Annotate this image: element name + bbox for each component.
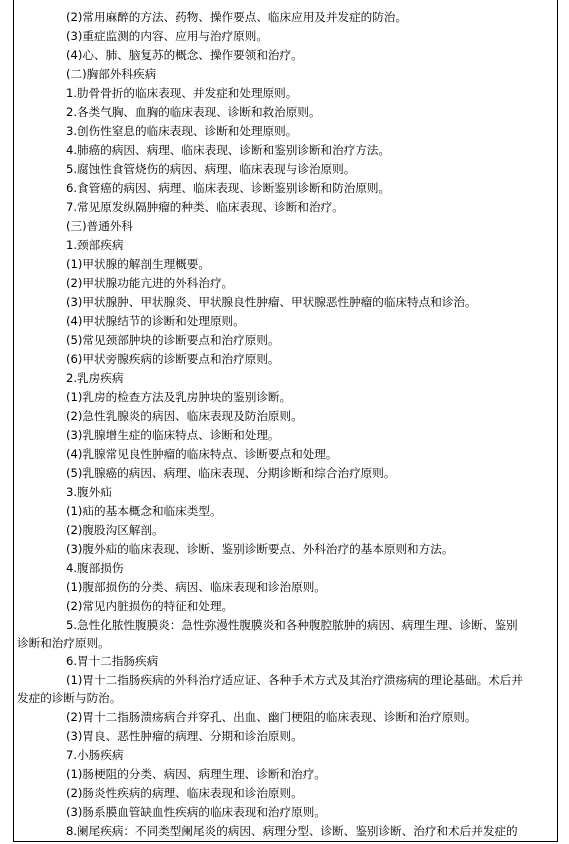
- subsection-heading: 6.胃十二指肠疾病: [66, 654, 159, 668]
- text-line: 2.各类气胸、血胸的临床表现、诊断和救治原则。: [66, 105, 321, 119]
- section-heading: (二)胸部外科疾病: [66, 67, 157, 81]
- section-heading: (三)普通外科: [66, 219, 134, 233]
- text-line: (1)腹部损伤的分类、病因、临床表现和诊治原则。: [66, 580, 326, 594]
- text-line: (2)常见内脏损伤的特征和处理。: [66, 599, 234, 613]
- subsection-heading: 7.小肠疾病: [66, 748, 124, 762]
- text-line: (4)甲状腺结节的诊断和处理原则。: [66, 314, 245, 328]
- text-line: (3)胃良、恶性肿瘤的病理、分期和诊治原则。: [66, 729, 303, 743]
- text-line: (1)胃十二指肠疾病的外科治疗适应证、各种手术方式及其治疗溃疡病的理论基础。术后并: [66, 673, 523, 687]
- text-line: (5)乳腺癌的病因、病理、临床表现、分期诊断和综合治疗原则。: [66, 466, 396, 480]
- text-line: 1.肋骨骨折的临床表现、并发症和处理原则。: [66, 86, 298, 100]
- text-line: (3)重症监测的内容、应用与治疗原则。: [66, 29, 268, 43]
- subsection-heading: 4.腹部损伤: [66, 561, 124, 575]
- text-line: (2)常用麻醉的方法、药物、操作要点、临床应用及并发症的防治。: [66, 10, 408, 24]
- text-line: 诊断和治疗原则。: [17, 636, 110, 650]
- text-line: 4.肺癌的病因、病理、临床表现、诊断和鉴别诊断和治疗方法。: [66, 143, 391, 157]
- document-page: [13, 0, 558, 842]
- text-line: 8.阑尾疾病：不同类型阑尾炎的病因、病理分型、诊断、鉴别诊断、治疗和术后并发症的: [66, 824, 518, 838]
- text-line: (2)肠炎性疾病的病理、临床表现和诊治原则。: [66, 786, 303, 800]
- text-line: 5.急性化脓性腹膜炎：急性弥漫性腹膜炎和各种腹腔脓肿的病因、病理生理、诊断、鉴别: [66, 618, 518, 632]
- text-line: 5.腐蚀性食管烧伤的病因、病理、临床表现与诊治原则。: [66, 162, 356, 176]
- text-line: (3)乳腺增生症的临床特点、诊断和处理。: [66, 428, 280, 442]
- text-line: (4)乳腺常见良性肿瘤的临床特点、诊断要点和处理。: [66, 447, 338, 461]
- text-line: (5)常见颈部肿块的诊断要点和治疗原则。: [66, 333, 280, 347]
- text-line: (2)腹股沟区解剖。: [66, 523, 164, 537]
- text-line: (3)甲状腺肿、甲状腺炎、甲状腺良性肿瘤、甲状腺恶性肿瘤的临床特点和诊治。: [66, 295, 477, 309]
- text-line: (1)肠梗阻的分类、病因、病理生理、诊断和治疗。: [66, 767, 326, 781]
- subsection-heading: 1.颈部疾病: [66, 238, 124, 252]
- text-line: (2)甲状腺功能亢进的外科治疗。: [66, 276, 234, 290]
- text-line: (2)急性乳腺炎的病因、临床表现及防治原则。: [66, 409, 303, 423]
- text-line: (1)甲状腺的解剖生理概要。: [66, 257, 210, 271]
- text-line: 3.创伤性窒息的临床表现、诊断和处理原则。: [66, 124, 298, 138]
- text-line: (1)疝的基本概念和临床类型。: [66, 504, 222, 518]
- text-line: (3)肠系膜血管缺血性疾病的临床表现和治疗原则。: [66, 805, 326, 819]
- subsection-heading: 3.腹外疝: [66, 485, 112, 499]
- text-line: (3)腹外疝的临床表现、诊断、鉴别诊断要点、外科治疗的基本原则和方法。: [66, 542, 454, 556]
- text-line: (2)胃十二指肠溃疡病合并穿孔、出血、幽门梗阻的临床表现、诊断和治疗原则。: [66, 710, 477, 724]
- text-line: (6)甲状旁腺疾病的诊断要点和治疗原则。: [66, 352, 280, 366]
- text-line: 7.常见原发纵隔肿瘤的种类、临床表现、诊断和治疗。: [66, 200, 344, 214]
- text-line: (4)心、肺、脑复苏的概念、操作要领和治疗。: [66, 48, 303, 62]
- text-line: 发症的诊断与防治。: [17, 691, 122, 705]
- text-line: (1)乳房的检查方法及乳房肿块的鉴别诊断。: [66, 390, 292, 404]
- text-line: 6.食管癌的病因、病理、临床表现、诊断鉴别诊断和防治原则。: [66, 181, 391, 195]
- subsection-heading: 2.乳房疾病: [66, 371, 124, 385]
